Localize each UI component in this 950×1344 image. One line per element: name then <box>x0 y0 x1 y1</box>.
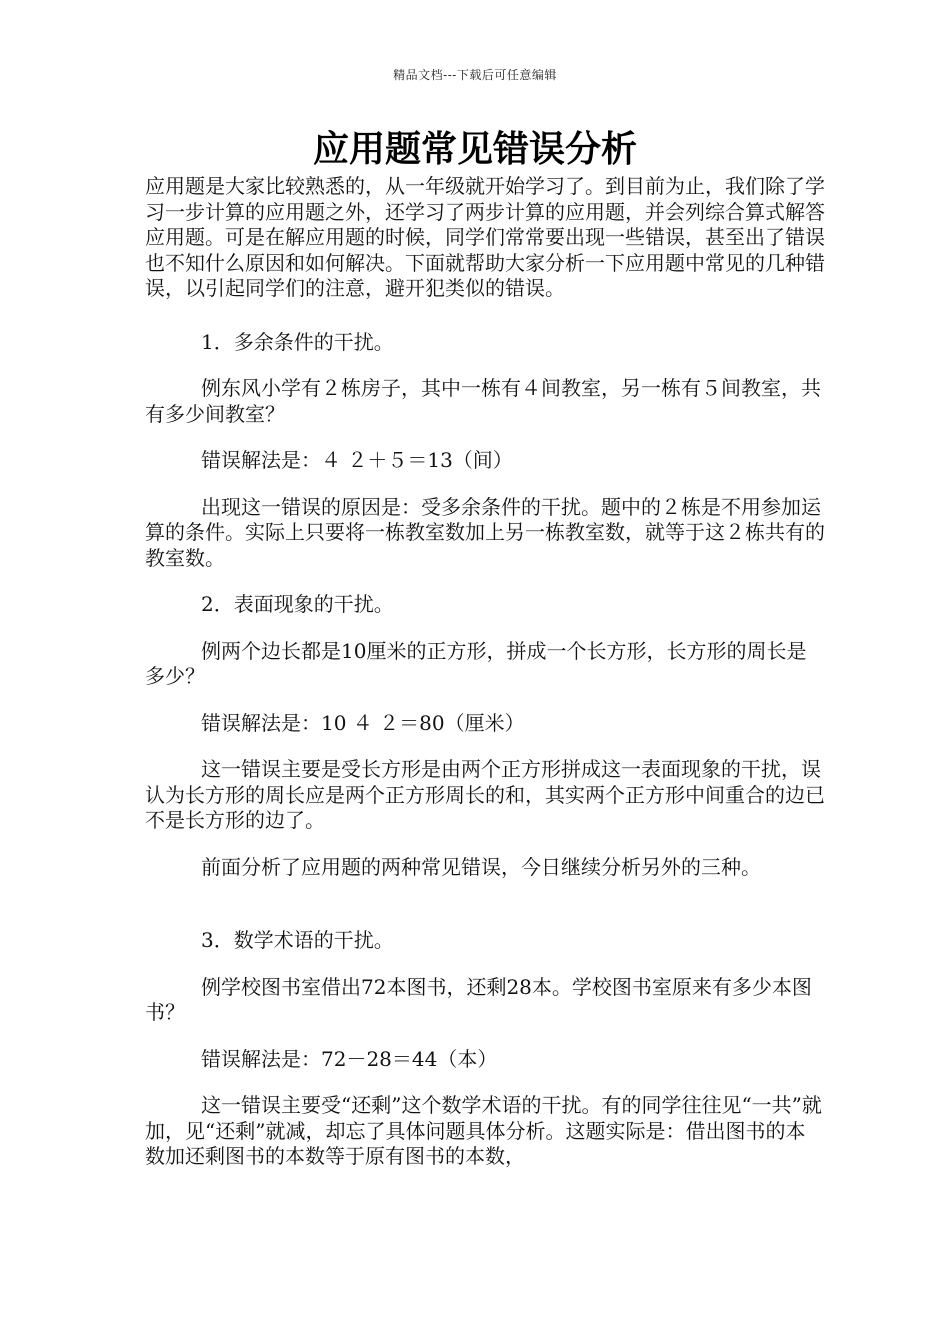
transition-paragraph: 前面分析了应用题的两种常见错误，今日继续分析另外的三种。 <box>201 854 761 879</box>
page-header: 精品文档---下载后可任意编辑 <box>393 68 557 82</box>
section-heading-3: 3．数学术语的干扰。 <box>201 928 394 952</box>
wrong-solution-1: 错误解法是：４ ２＋５＝13（间） <box>201 448 513 472</box>
example-3: 例学校图书室借出72本图书，还剩28本。学校图书室原来有多少本图书？ <box>145 974 812 1024</box>
example-2: 例两个边长都是10厘米的正方形，拼成一个长方形，长方形的周长是多少？ <box>145 638 807 688</box>
document-title: 应用题常见错误分析 <box>312 129 637 170</box>
wrong-solution-2: 错误解法是：10 ４ ２＝80（厘米） <box>201 710 525 735</box>
explanation-1: 出现这一错误的原因是：受多余条件的干扰。题中的２栋是不用参加运算的条件。实际上只要将一栋教室数加上另一栋教室数，就等于这２栋共有的教室数。 <box>145 494 825 570</box>
intro-paragraph: 应用题是大家比较熟悉的，从一年级就开始学习了。到目前为止，我们除了学习一步计算的应用题之外，还学习了两步计算的应用题，并会列综合算式解答应用题。可是在解应用题的时候，同学们常常要出现一些错误，甚至出了错误也不知什么原因和如何解决。下面就帮助大家分析一下应用题中常见的几种错误，以引起同学们的注意，避开犯类似的错误。 <box>145 174 825 300</box>
explanation-3: 这一错误主要受“还剩”这个数学术语的干扰。有的同学往往见“一共”就加，见“还剩”就减，却忘了具体问题具体分析。这题实际是：借出图书的本数加还剩图书的本数等于原有图书的本数， <box>145 1093 822 1168</box>
section-heading-2: 2．表面现象的干扰。 <box>201 592 394 616</box>
section-heading-1: 1．多余条件的干扰。 <box>201 329 394 354</box>
example-1: 例东风小学有２栋房子，其中一栋有４间教室，另一栋有５间教室，共有多少间教室？ <box>145 376 821 426</box>
wrong-solution-3: 错误解法是：72－28＝44（本） <box>201 1046 498 1071</box>
document-body <box>145 174 825 1191</box>
explanation-2: 这一错误主要是受长方形是由两个正方形拼成这一表面现象的干扰，误认为长方形的周长应是两个正方形周长的和，其实两个正方形中间重合的边已不是长方形的边了。 <box>145 757 825 832</box>
